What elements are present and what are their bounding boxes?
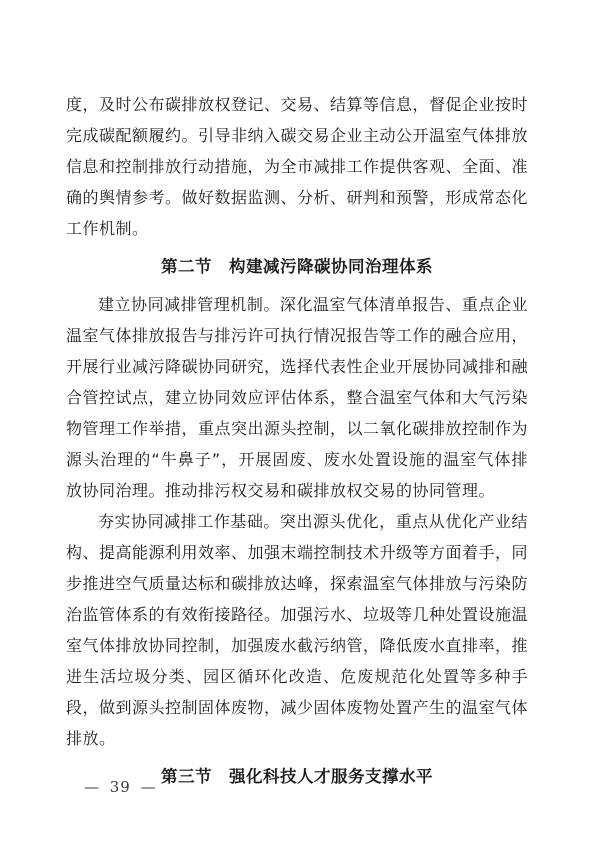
body-paragraph-continuation: 度，及时公布碳排放权登记、交易、结算等信息，督促企业按时完成碳配额履约。引导非纳入碳交易企业主动公开温室气体排放信息和控制排放行动措施，为全市减排工作提供客观、全面、准确的舆情参考。做好数据监测、分析、研判和预警，形成常态化工作机制。 <box>66 95 529 238</box>
body-paragraph: 夯实协同减排工作基础。突出源头优化，重点从优化产业结构、提高能源利用效率、加强末端控制技术升级等方面着手，同步推进空气质量达标和碳排放达峰，探索温室气体排放与污染防治监管体系的有效衔接路径。加强污水、垃圾等几种处置设施温室气体排放协同控制，加强废水截污纳管，降低废水直排率，推进生活垃圾分类、园区循环化改造、危废规范化处置等多种手段，做到源头控制固体废物，减少固体废物处置产生的温室气体排放。 <box>66 512 529 748</box>
section-heading-2: 第二节 构建减污降碳协同治理体系 <box>161 257 433 276</box>
body-paragraph: 建立协同减排管理机制。深化温室气体清单报告、重点企业温室气体排放报告与排污许可执行情况报告等工作的融合应用，开展行业减污降碳协同研究，选择代表性企业开展协同减排和融合管控试点，建立协同效应评估体系，整合温室气体和大气污染物管理工作举措，重点突出源头控制，以二氧化碳排放控制作为源头治理的“牛鼻子”，开展固废、废水处置设施的温室气体排放协同治理。推动排污权交易和碳排放权交易的协同管理。 <box>66 295 529 500</box>
section-heading-3: 第三节 强化科技人才服务支撑水平 <box>161 767 433 786</box>
document-body <box>66 89 528 799</box>
page-number: — 39 — <box>84 778 157 796</box>
